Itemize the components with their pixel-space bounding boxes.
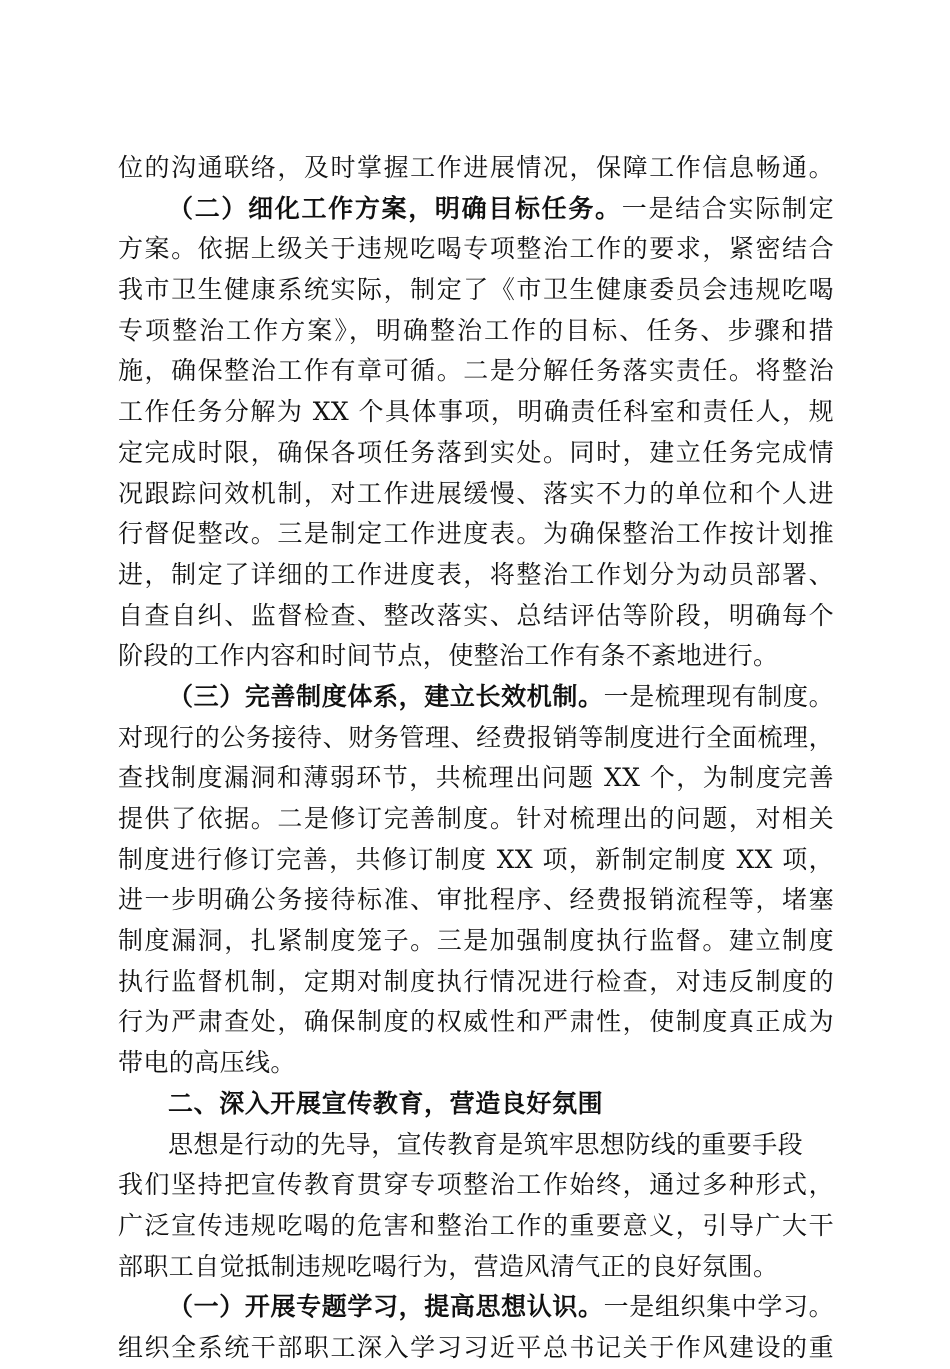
subheading-line <box>118 1287 834 1328</box>
text-line: 查找制度漏洞和薄弱环节，共梳理出问题 XX 个，为制度完善 <box>118 763 834 793</box>
text-line: 广泛宣传违规吃喝的危害和整治工作的重要意义，引导广大干 <box>118 1210 834 1240</box>
text-line: 工作任务分解为 XX 个具体事项，明确责任科室和责任人，规 <box>118 397 834 427</box>
text-line: 对现行的公务接待、财务管理、经费报销等制度进行全面梳理， <box>118 722 834 752</box>
text-line: 施，确保整治工作有章可循。二是分解任务落实责任。将整治 <box>118 356 834 386</box>
text-line: 阶段的工作内容和时间节点，使整治工作有条不紊地进行。 <box>118 641 779 671</box>
text-line: 我们坚持把宣传教育贯穿专项整治工作始终，通过多种形式， <box>118 1170 834 1200</box>
text-line: 部职工自觉抵制违规吃喝行为，营造风清气正的良好氛围。 <box>118 1251 779 1281</box>
subheading-rest: 一是组织集中学习。 <box>603 1292 834 1322</box>
text-line: 执行监督机制，定期对制度执行情况进行检查，对违反制度的 <box>118 966 834 996</box>
subheading-bold: （二）细化工作方案，明确目标任务。 <box>168 193 622 223</box>
text-line: 行为严肃查处，确保制度的权威性和严肃性，使制度真正成为 <box>118 1007 834 1037</box>
text-line: 带电的高压线。 <box>118 1048 296 1078</box>
text-line: 自查自纠、监督检查、整改落实、总结评估等阶段，明确每个 <box>118 600 834 630</box>
text-line: 专项整治工作方案》，明确整治工作的目标、任务、步骤和措 <box>118 315 834 345</box>
text-line: 位的沟通联络，及时掌握工作进展情况，保障工作信息畅通。 <box>118 153 834 182</box>
text-line: 行督促整改。三是制定工作进度表。为确保整治工作按计划推 <box>118 519 834 549</box>
text-line: 进一步明确公务接待标准、审批程序、经费报销流程等，堵塞 <box>118 885 834 915</box>
text-line: 组织全系统干部职工深入学习习近平总书记关于作风建设的重 <box>118 1332 834 1362</box>
text-line: 制度进行修订完善，共修订制度 XX 项，新制定制度 XX 项， <box>118 844 834 874</box>
subheading-rest: 一是结合实际制定 <box>621 193 834 223</box>
text-line: 定完成时限，确保各项任务落到实处。同时，建立任务完成情 <box>118 437 834 467</box>
text-line: 方案。依据上级关于违规吃喝专项整治工作的要求，紧密结合 <box>118 234 834 264</box>
subheading-rest: 一是梳理现有制度。 <box>603 681 834 711</box>
section-heading: 二、深入开展宣传教育，营造良好氛围 <box>168 1088 604 1118</box>
text-line: 我市卫生健康系统实际，制定了《市卫生健康委员会违规吃喝 <box>118 275 834 305</box>
text-line: 思想是行动的先导，宣传教育是筑牢思想防线的重要手段 <box>168 1129 804 1159</box>
text-line: 提供了依据。二是修订完善制度。针对梳理出的问题，对相关 <box>118 804 834 833</box>
subheading-line <box>118 189 834 230</box>
text-line: 制度漏洞，扎紧制度笼子。三是加强制度执行监督。建立制度 <box>118 926 834 956</box>
text-line: 进，制定了详细的工作进度表，将整治工作划分为动员部署、 <box>118 559 834 589</box>
subheading-bold: （一）开展专题学习，提高思想认识。 <box>168 1292 604 1322</box>
body-text <box>118 148 834 1369</box>
subheading-line <box>118 677 834 718</box>
text-line: 况跟踪问效机制，对工作进展缓慢、落实不力的单位和个人进 <box>118 478 834 508</box>
subheading-bold: （三）完善制度体系，建立长效机制。 <box>168 681 604 711</box>
